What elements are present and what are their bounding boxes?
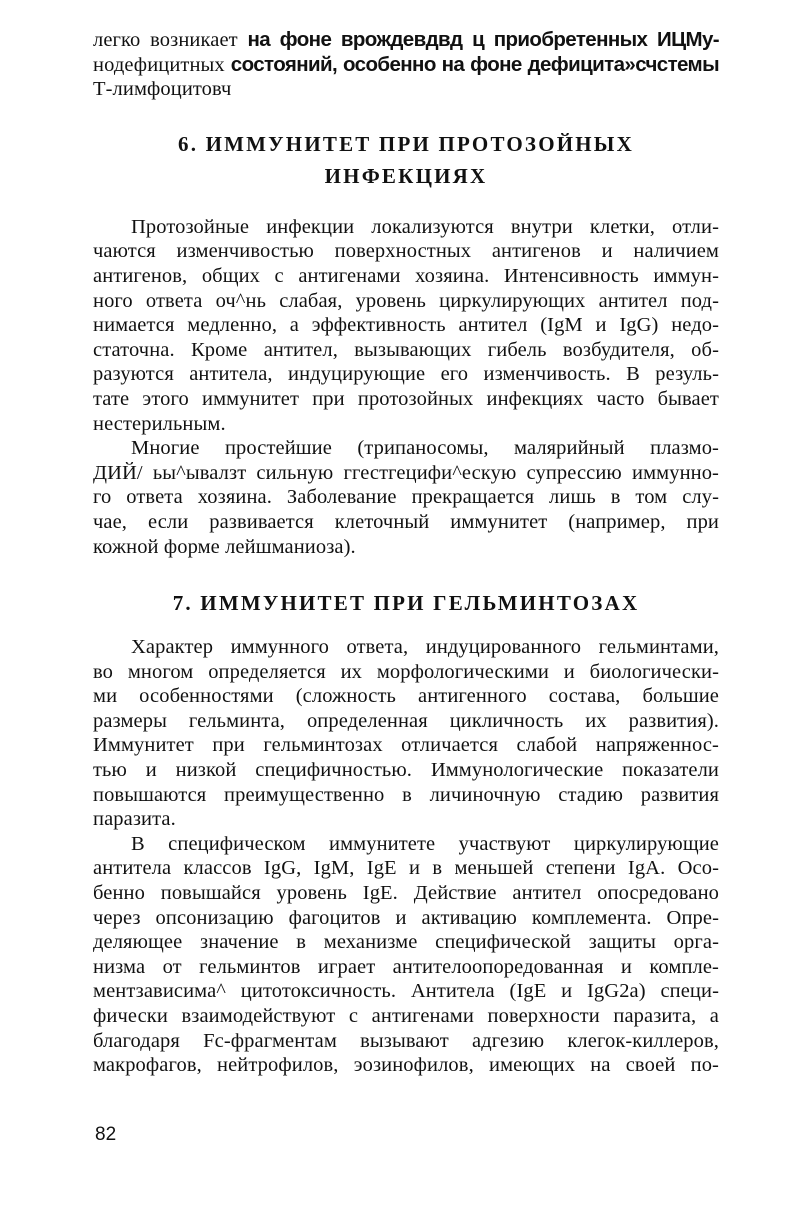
page-content — [93, 28, 719, 1078]
text-line: ДИЙ/ ьы^ывалзт сильную ггестгецифи^ескую супрессию иммунно- — [93, 461, 719, 484]
section-7-paragraph-1 — [93, 635, 719, 832]
text-line: го ответа хозяина. Заболевание прекращается лишь в том слу- — [93, 486, 719, 509]
text-line: бенно повышайся уровень IgE. Действие антител опосредовано — [93, 882, 719, 905]
text-fragment: нодефицитных — [93, 53, 231, 76]
text-line: статочна. Кроме антител, вызывающих гибель возбудителя, об- — [93, 338, 719, 361]
text-line: нимается медленно, а эффективность антител (IgM и IgG) недо- — [93, 314, 719, 337]
text-line: фически взаимодействуют с антигенами поверхности паразита, а — [93, 1005, 719, 1027]
section-7-heading: 7. ИММУНИТЕТ ПРИ ГЕЛЬМИНТОЗАХ — [172, 591, 640, 616]
section-6-paragraph-1 — [93, 215, 719, 436]
text-line: антигенов, общих с антигенами хозяина. Интенсивность иммун- — [93, 264, 719, 287]
text-line — [93, 28, 719, 53]
text-line: Характер иммунного ответа, индуцированного гельминтами, — [131, 636, 719, 659]
text-line: макрофагов, нейтрофилов, эозинофилов, имеющих на своей по- — [93, 1054, 719, 1077]
intro-paragraph — [93, 28, 719, 102]
section-6-heading-line-1: 6. ИММУНИТЕТ ПРИ ПРОТОЗОЙНЫХ — [178, 131, 634, 156]
text-line: низма от гельминтов играет антителоопоредованная и компле- — [93, 955, 719, 978]
bold-text-fragment: состояний, особенно на фоне дефицита»счстемы — [230, 52, 720, 76]
text-line: антитела классов IgG, IgM, IgE и в меньшей степени IgA. Осо- — [93, 857, 719, 880]
section-7-paragraph-2 — [93, 832, 719, 1078]
text-line: разуются антитела, индуцирующие его изменчивость. В резуль- — [93, 363, 719, 386]
text-line: через опсонизацию фагоцитов и активацию комплемента. Опре- — [93, 906, 719, 929]
text-line — [93, 53, 719, 78]
text-line: кожной форме лейшманиоза). — [93, 535, 356, 558]
text-line: тате этого иммунитет при протозойных инфекциях часто бывает — [93, 387, 719, 410]
text-line: чаются изменчивостью поверхностных антигенов и наличием — [93, 240, 719, 263]
text-line: деляющее значение в механизме специфической защиты орга- — [93, 931, 719, 954]
text-line: Многие простейшие (трипаносомы, малярийный плазмо- — [131, 437, 719, 460]
section-6-heading-line-2: ИНФЕКЦИЯХ — [324, 163, 488, 188]
page-number: 82 — [95, 1124, 117, 1145]
text-line: ми особенностями (сложность антигенного состава, большие — [93, 685, 719, 708]
text-line: ного ответа оч^нь слабая, уровень циркулирующих антител под- — [93, 289, 719, 312]
text-line: В специфическом иммунитете участвуют циркулирующие — [131, 832, 719, 855]
text-line: паразита. — [93, 808, 176, 831]
bold-text-fragment: на фоне врождевдвд ц приобретенных ИЦМу- — [247, 28, 719, 51]
text-line: чае, если развивается клеточный иммунитет (например, при — [93, 510, 719, 533]
text-line: Протозойные инфекции локализуются внутри клетки, отли- — [131, 215, 719, 238]
text-line: благодаря Fc-фрагментам вызывают адгезию клегок-киллеров, — [93, 1029, 719, 1052]
section-6-paragraph-2 — [93, 436, 719, 559]
section-6-heading — [93, 128, 719, 192]
text-line: ментзависима^ цитотоксичность. Антитела (IgE и IgG2a) специ- — [93, 980, 719, 1003]
text-line: нестерильным. — [93, 412, 226, 435]
text-line: тью и низкой специфичностью. Иммунологические показатели — [93, 759, 719, 782]
text-line: во многом определяется их морфологическими и биологически- — [93, 660, 719, 683]
text-line: повышаются преимущественно в личиночную стадию развития — [93, 783, 719, 806]
text-line: Т-лимфоцитовч — [93, 78, 232, 101]
text-fragment: легко возникает — [93, 29, 248, 51]
text-line: Иммунитет при гельминтозах отличается слабой напряженнос- — [93, 734, 719, 757]
text-line: размеры гельминта, определенная цикличность их развития). — [93, 709, 719, 732]
